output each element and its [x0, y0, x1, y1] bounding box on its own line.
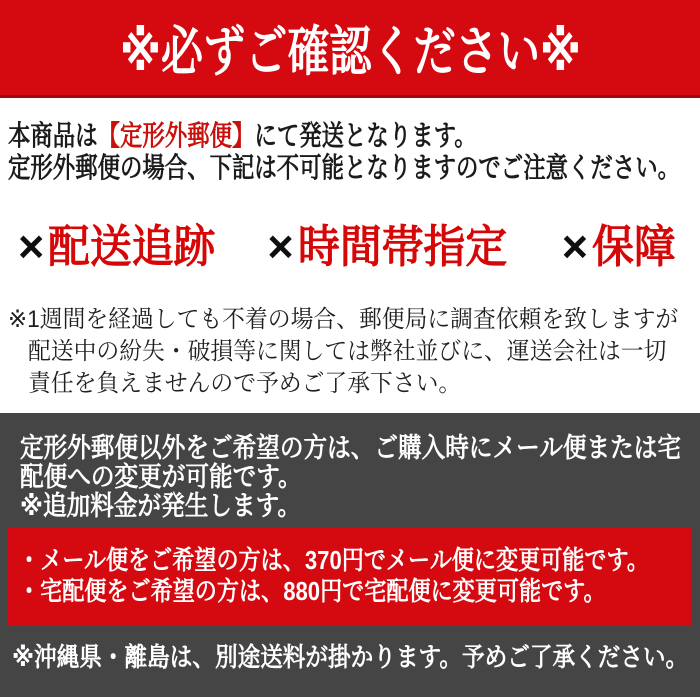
shipping-method-highlight: 【定形外郵便】 [97, 120, 255, 151]
alternative-shipping-section [0, 413, 700, 697]
options-banner [8, 527, 692, 626]
alternative-line: 配便への変更が可能です。 [20, 462, 302, 492]
caution-line: 定形外郵便の場合、下記は不可能となりますのでご注意ください。 [8, 152, 681, 183]
alternative-line: 定形外郵便以外をご希望の方は、ご購入時にメール便または宅 [20, 433, 682, 463]
alternative-line: ※追加料金が発生します。 [20, 491, 301, 521]
okinawa-note: ※沖縄県・離島は、別途送料が掛かります。予めご了承ください。 [12, 642, 689, 672]
alternative-paragraph [0, 434, 700, 521]
cross-icon: × [267, 221, 294, 272]
header-banner [0, 0, 700, 98]
shipping-info-section [0, 98, 700, 413]
disclaimer-line: 責任を負えませんので予めご了承下さい。 [28, 370, 462, 397]
shipping-method-line [8, 120, 692, 152]
cross-icon: × [561, 221, 588, 272]
shipping-intro [8, 120, 692, 184]
shipping-method-suffix: にて発送となります。 [254, 120, 477, 151]
restriction-item-tracking [18, 221, 228, 272]
restrictions-row [8, 221, 692, 272]
shipping-method-prefix: 本商品は [8, 120, 98, 151]
restriction-label: 配送追跡 [48, 221, 216, 272]
disclaimer-line: ※1週間を経過しても不着の場合、郵便局に調査依頼を致しますが [8, 306, 679, 333]
disclaimer-line: 配送中の紛失・破損等に関しては弊社並びに、運送会社は一切 [28, 338, 667, 365]
option-line-mail: ・メール便をご希望の方は、370円でメール便に変更可能です。 [18, 545, 649, 575]
option-line-courier: ・宅配便をご希望の方は、880円で宅配便に変更可能です。 [18, 576, 606, 606]
restriction-label: 保障 [591, 221, 676, 272]
restriction-item-time-slot [267, 221, 522, 272]
restriction-label: 時間帯指定 [297, 221, 507, 272]
cross-icon: × [18, 221, 45, 272]
notice-title: ※必ずご確認ください※ [119, 22, 581, 82]
restriction-item-guarantee [561, 221, 682, 272]
disclaimer-paragraph [8, 304, 692, 400]
